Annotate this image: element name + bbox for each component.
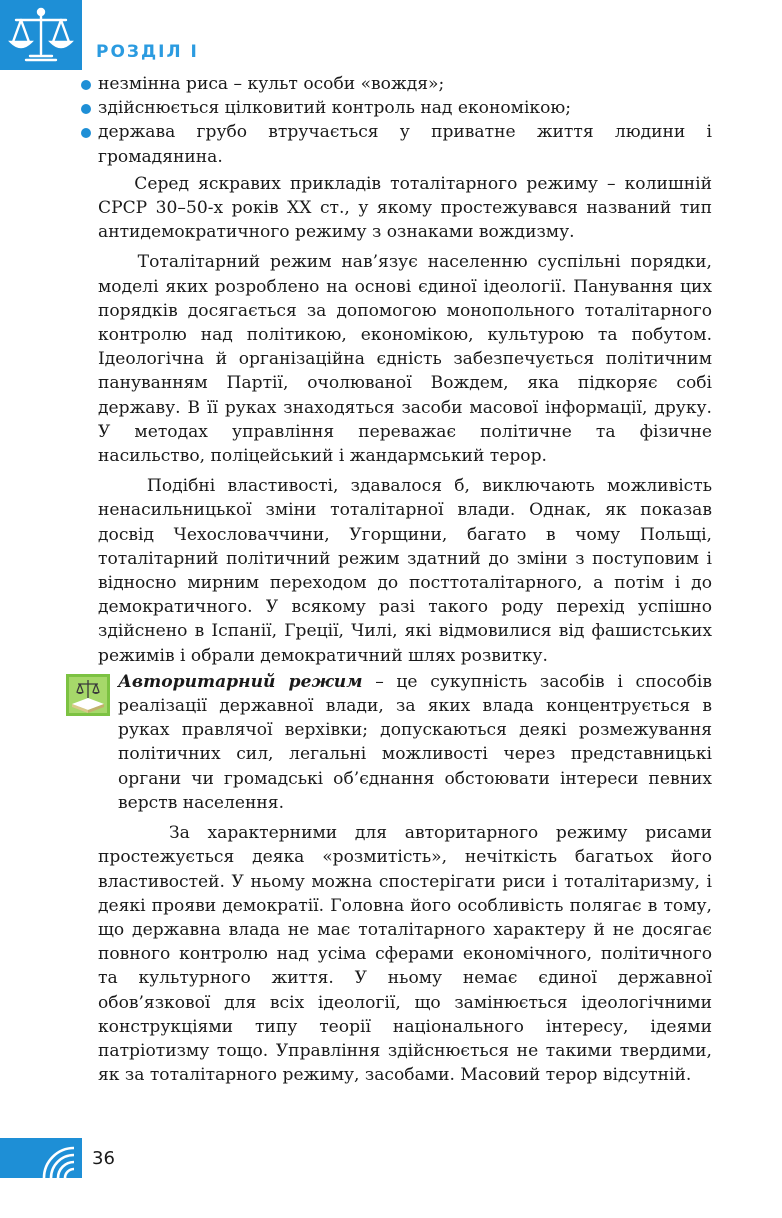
page-content [98, 72, 712, 1087]
footer-block [0, 1138, 82, 1178]
list-item: незмінна риса – культ особи «вождя»; [98, 72, 712, 96]
arcs-icon [40, 1140, 80, 1180]
definition-book-icon [66, 674, 110, 716]
page-number: 36 [92, 1148, 115, 1169]
list-item: здійснюється цілковитий контроль над економікою; [98, 96, 712, 120]
bullet-list [98, 72, 712, 169]
definition-term: Авторитарний режим [118, 671, 363, 692]
bullet-dot-icon [81, 128, 91, 138]
paragraph: За характерними для авторитарного режиму рисами простежується деяка «розмитість», нечіткість багатьох його властивостей. У ньому можна спостерігати риси і тоталітаризму, і деякі прояви демократії. Головна його особливість полягає в тому, що державна влада не має тоталітарного характеру й не досягає повного контролю над усіма сферами економічного, політичного та культурного життя. У ньому немає єдиної державної обов’язкової для всіх ідеології, що замінюється ідеологічними конструкціями типу теорії національного інтересу, ідеями патріотизму тощо. Управління здійснюється не такими твердими, як за тоталітарного режиму, засобами. Масовий терор відсутній. [98, 823, 712, 1086]
bullet-dot-icon [81, 104, 91, 114]
definition-paragraph: Авторитарний режим – це сукупність засобів і способів реалізації державної влади, за яких влада концентрується в руках правлячої верхівки; допускаються деякі розмежування політичних сил, легальні можливості через представницькі органи чи громадські об’єднання обстоювати інтереси певних верств населення. [118, 671, 713, 813]
header-corner-block [0, 0, 82, 70]
paragraph: Тоталітарний режим нав’язує населенню суспільні порядки, моделі яких розроблено на основі єдиної ідеології. Панування цих порядків досягається за допомогою монопольного тоталітарного контролю над політикою, економікою, культурою та побутом. Ідеологічна й організаційна єдність забезпечується політичним пануванням Партії, очолюваної Вождем, яка підкоряє собі державу. В її руках знаходяться засоби масової інформації, друку. У методах управління переважає політичне та фізичне насильство, поліцейський і жандармський терор. [98, 252, 712, 467]
definition-block [98, 670, 712, 815]
section-label: РОЗДІЛ І [96, 42, 199, 62]
list-item: держава грубо втручається у приватне життя людини і громадянина. [98, 120, 712, 168]
paragraph: Подібні властивості, здавалося б, виключають можливість ненасильницької зміни тоталітарної влади. Однак, як показав досвід Чехословаччини, Угорщини, багато в чому Польщі, тоталітарний політичний режим здатний до зміни з поступовим і відносно мирним переходом до посттоталітарного, а потім і до демократичного. У всякому разі такого роду перехід успішно здійснено в Іспанії, Греції, Чилі, які відмовилися від фашистських режимів і обрали демократичний шлях розвитку. [98, 476, 712, 666]
bullet-dot-icon [81, 80, 91, 90]
scales-of-justice-icon [8, 6, 74, 64]
paragraph: Серед яскравих прикладів тоталітарного режиму – колишній СРСР 30–50-х років XX ст., у якому простежувався названий тип антидемократичного режиму з ознаками вождизму. [98, 173, 712, 243]
